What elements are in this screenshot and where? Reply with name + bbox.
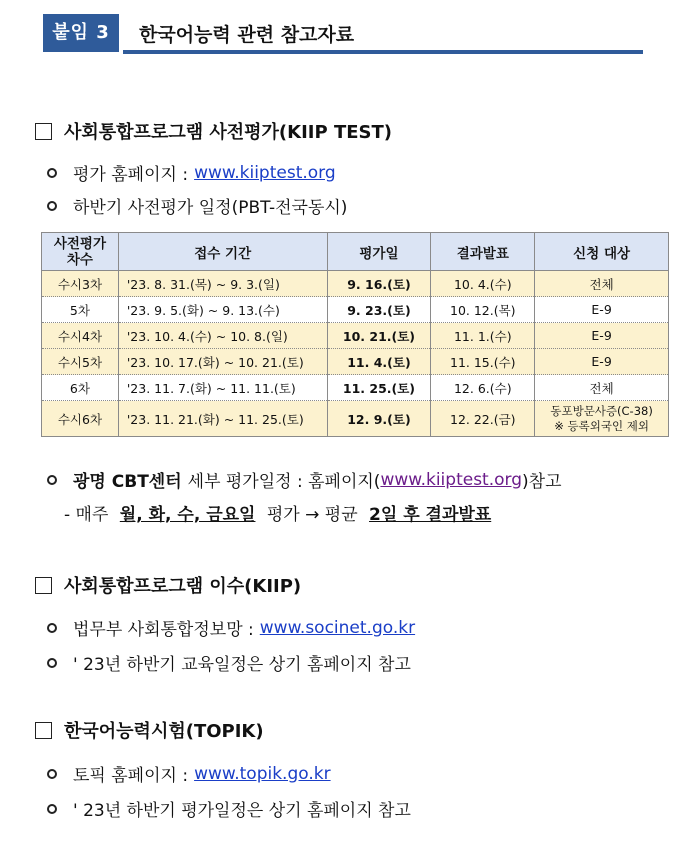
cell-result: 10. 4.(수) <box>431 271 535 297</box>
cell-round: 수시4차 <box>42 323 119 349</box>
cell-result: 11. 1.(수) <box>431 323 535 349</box>
bullet-circle-icon <box>47 623 57 633</box>
weekly-prefix: - 매주 <box>64 505 109 525</box>
table-row <box>42 323 669 349</box>
cell-exam-date: 9. 16.(토) <box>327 271 431 297</box>
bullet-circle-icon <box>47 769 57 779</box>
kiiptest-link[interactable]: www.kiiptest.org <box>194 162 336 183</box>
topik-link[interactable]: www.topik.go.kr <box>194 763 331 784</box>
cell-target: E-9 <box>535 323 669 349</box>
schedule-label-line <box>47 193 347 218</box>
table-row <box>42 349 669 375</box>
kiip-test-schedule-table <box>41 232 669 437</box>
cell-round: 수시6차 <box>42 401 119 437</box>
cell-result: 12. 22.(금) <box>431 401 535 437</box>
cell-exam-date: 11. 4.(토) <box>327 349 431 375</box>
cbt-center-name: 광명 CBT센터 <box>73 472 182 492</box>
checkbox-square-icon <box>35 577 52 594</box>
cell-period: '23. 11. 21.(화) ~ 11. 25.(토) <box>118 401 327 437</box>
column-header-period: 접수 기간 <box>118 233 327 271</box>
topik-note-line <box>47 796 411 821</box>
header-divider <box>123 50 643 54</box>
section-kiip-title <box>35 572 301 598</box>
kiiptest-link-2[interactable]: www.kiiptest.org <box>380 469 523 490</box>
cell-period: '23. 10. 17.(화) ~ 10. 21.(토) <box>118 349 327 375</box>
section-title-text: 사회통합프로그램 사전평가(KIIP TEST) <box>64 122 392 143</box>
cbt-text: 세부 평가일정 : 홈페이지( <box>187 472 381 492</box>
homepage-label: 평가 홈페이지 : <box>73 165 189 185</box>
page-title: 한국어능력 관련 참고자료 <box>139 24 355 46</box>
page-header <box>43 14 645 56</box>
cell-result: 10. 12.(목) <box>431 297 535 323</box>
table-row <box>42 271 669 297</box>
kiip-test-homepage-line <box>47 160 336 185</box>
section-title-text: 사회통합프로그램 이수(KIIP) <box>64 576 302 597</box>
topik-homepage-label: 토픽 홈페이지 : <box>73 766 189 786</box>
attachment-badge: 붙임 3 <box>43 14 119 52</box>
weekly-schedule-line <box>64 500 491 525</box>
bullet-circle-icon <box>47 475 57 485</box>
column-header-exam-date: 평가일 <box>327 233 431 271</box>
checkbox-square-icon <box>35 123 52 140</box>
cell-target: E-9 <box>535 297 669 323</box>
cell-result: 11. 15.(수) <box>431 349 535 375</box>
bullet-circle-icon <box>47 658 57 668</box>
cell-target: 전체 <box>535 375 669 401</box>
weekly-days: 월, 화, 수, 금요일 <box>119 505 256 525</box>
section-title-text: 한국어능력시험(TOPIK) <box>64 721 264 742</box>
socinet-line <box>47 615 415 640</box>
cell-period: '23. 11. 7.(화) ~ 11. 11.(토) <box>118 375 327 401</box>
table-row <box>42 375 669 401</box>
cell-period: '23. 9. 5.(화) ~ 9. 13.(수) <box>118 297 327 323</box>
section-kiip-test-title <box>35 118 392 144</box>
cell-round: 수시3차 <box>42 271 119 297</box>
checkbox-square-icon <box>35 722 52 739</box>
cbt-center-line <box>47 467 562 492</box>
topik-homepage-line <box>47 761 331 786</box>
kiip-note-line <box>47 650 411 675</box>
section-topik-title <box>35 717 264 743</box>
cell-period: '23. 8. 31.(목) ~ 9. 3.(일) <box>118 271 327 297</box>
socinet-link[interactable]: www.socinet.go.kr <box>259 617 416 638</box>
cell-target: 전체 <box>535 271 669 297</box>
cell-round: 6차 <box>42 375 119 401</box>
weekly-mid: 평가 → 평균 <box>266 505 358 525</box>
cell-target: 동포방문사증(C-38) ※ 등록외국인 제외 <box>535 401 669 437</box>
portal-label: 법무부 사회통합정보망 : <box>73 620 254 640</box>
bullet-circle-icon <box>47 201 57 211</box>
cell-exam-date: 11. 25.(토) <box>327 375 431 401</box>
cell-period: '23. 10. 4.(수) ~ 10. 8.(일) <box>118 323 327 349</box>
bullet-circle-icon <box>47 804 57 814</box>
table-header-row <box>42 233 669 271</box>
table-row <box>42 297 669 323</box>
kiip-note: ' 23년 하반기 교육일정은 상기 홈페이지 참고 <box>73 655 411 675</box>
cell-result: 12. 6.(수) <box>431 375 535 401</box>
weekly-result: 2일 후 결과발표 <box>369 505 492 525</box>
cell-target: E-9 <box>535 349 669 375</box>
topik-note: ' 23년 하반기 평가일정은 상기 홈페이지 참고 <box>73 801 411 821</box>
cell-exam-date: 12. 9.(토) <box>327 401 431 437</box>
column-header-round: 사전평가 차수 <box>42 233 119 271</box>
cell-round: 수시5차 <box>42 349 119 375</box>
table-row <box>42 401 669 437</box>
column-header-result: 결과발표 <box>431 233 535 271</box>
cell-exam-date: 9. 23.(토) <box>327 297 431 323</box>
cell-exam-date: 10. 21.(토) <box>327 323 431 349</box>
schedule-label: 하반기 사전평가 일정(PBT-전국동시) <box>73 198 348 218</box>
cell-round: 5차 <box>42 297 119 323</box>
cbt-suffix: )참고 <box>522 472 562 492</box>
column-header-target: 신청 대상 <box>535 233 669 271</box>
bullet-circle-icon <box>47 168 57 178</box>
